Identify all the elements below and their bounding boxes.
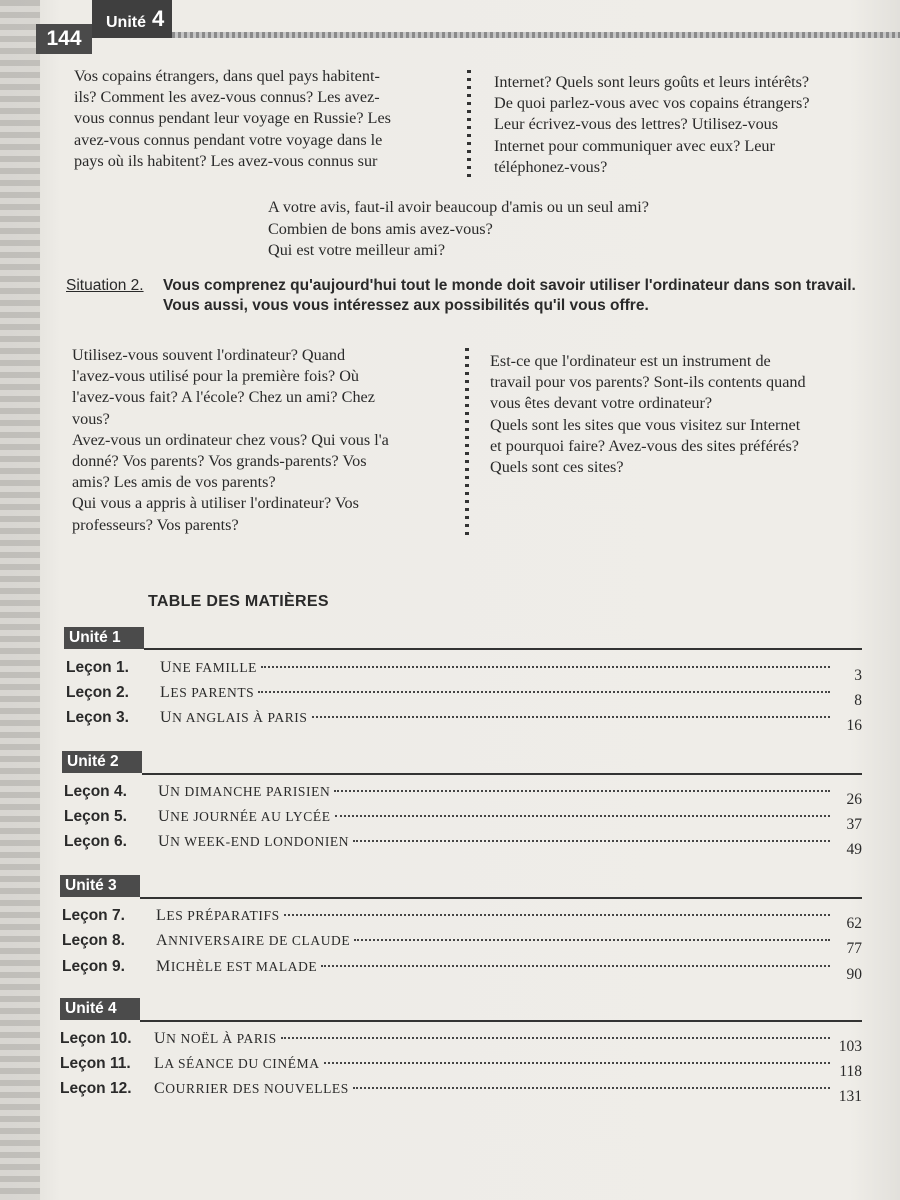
toc-lesson-row: [64, 783, 862, 808]
lesson-page: 49: [846, 841, 862, 858]
lesson-number: Leçon 6.: [64, 833, 127, 850]
lesson-title: COURRIER DES NOUVELLES: [154, 1080, 349, 1097]
text-line: Avez-vous un ordinateur chez vous? Qui vous l'a: [72, 430, 389, 449]
lesson-page: 90: [846, 966, 862, 983]
text-line: vous?: [72, 409, 110, 428]
dot-leader: [335, 815, 830, 817]
text-line: Utilisez-vous souvent l'ordinateur? Quand: [72, 346, 346, 364]
intro-center-questions: [268, 197, 649, 262]
page-edge-texture: [0, 0, 40, 1200]
lesson-number: Leçon 11.: [60, 1055, 131, 1072]
dot-leader: [334, 790, 830, 792]
lesson-page: 26: [846, 791, 862, 808]
text-line: Est-ce que l'ordinateur est un instrument de: [490, 352, 771, 370]
text-line: pays où ils habitent? Les avez-vous connus sur: [74, 151, 378, 170]
lesson-title: UNE FAMILLE: [160, 659, 258, 676]
lesson-page: 37: [846, 816, 862, 833]
lesson-title: ANNIVERSAIRE DE CLAUDE: [156, 932, 351, 949]
toc-lesson-row: [62, 932, 862, 957]
toc-lesson-row: [62, 958, 862, 983]
lesson-title: LES PARENTS: [160, 684, 255, 701]
intro-right-column: [494, 72, 884, 178]
toc-unit-rule: [142, 773, 862, 775]
toc-lesson-row: [66, 709, 862, 734]
situation-left-column: [72, 345, 460, 536]
lesson-number: Leçon 8.: [62, 932, 125, 949]
lesson-page: 16: [846, 717, 862, 734]
dot-leader: [281, 1037, 830, 1039]
toc-lesson-row: [64, 833, 862, 858]
toc-unit-label: Unité 1: [64, 627, 144, 649]
situation-text: Vous comprenez qu'aujourd'hui tout le monde doit savoir utiliser l'ordinateur dans son travail. Vous aussi, vous vous intéressez aux possibilités qu'il vous offre.: [163, 277, 856, 314]
lesson-number: Leçon 7.: [62, 907, 125, 924]
toc-lesson-row: [66, 684, 862, 709]
lesson-number: Leçon 3.: [66, 709, 129, 726]
text-line: Qui vous a appris à utiliser l'ordinateur? Vos: [72, 494, 359, 513]
toc-unit-label: Unité 4: [60, 998, 140, 1020]
lesson-page: 77: [846, 940, 862, 957]
dot-leader: [354, 939, 830, 941]
text-line: Quels sont les sites que vous visitez sur Internet: [490, 415, 801, 434]
lesson-number: Leçon 1.: [66, 659, 129, 676]
text-line: Quels sont ces sites?: [490, 458, 624, 477]
dot-leader: [261, 666, 830, 668]
unit-header-word: Unité: [106, 14, 146, 31]
text-line: donné? Vos parents? Vos grands-parents? Vos: [72, 452, 367, 471]
lesson-page: 8: [854, 692, 862, 709]
lesson-title: UN NOËL À PARIS: [154, 1030, 277, 1047]
lesson-title: UNE JOURNÉE AU LYCÉE: [158, 808, 331, 825]
text-line: travail pour vos parents? Sont-ils contents quand: [490, 373, 806, 392]
text-line: Internet? Quels sont leurs goûts et leurs intérêts?: [494, 73, 810, 91]
page-number: 144: [36, 24, 92, 54]
lesson-number: Leçon 4.: [64, 783, 127, 800]
dot-leader: [324, 1062, 830, 1064]
lesson-title: UN ANGLAIS À PARIS: [160, 709, 308, 726]
text-line: De quoi parlez-vous avec vos copains étrangers?: [494, 94, 810, 113]
lesson-number: Leçon 10.: [60, 1030, 132, 1047]
dot-leader: [321, 965, 830, 967]
toc-lesson-row: [62, 907, 862, 932]
column-divider-dotted: [467, 70, 471, 178]
text-line: amis? Les amis de vos parents?: [72, 473, 276, 492]
lesson-number: Leçon 5.: [64, 808, 127, 825]
toc-lesson-row: [60, 1055, 862, 1080]
text-line: vous connus pendant leur voyage en Russie? Les: [74, 109, 391, 128]
text-line: téléphonez-vous?: [494, 157, 608, 176]
lesson-number: Leçon 9.: [62, 958, 125, 975]
toc-unit-rule: [144, 648, 862, 650]
unit-header-number: 4: [152, 6, 165, 31]
lesson-number: Leçon 12.: [60, 1080, 132, 1097]
lesson-page: 118: [839, 1063, 862, 1080]
toc-unit-label: Unité 3: [60, 875, 140, 897]
lesson-page: 103: [838, 1038, 862, 1055]
lesson-page: 3: [854, 667, 862, 684]
lesson-title: LES PRÉPARATIFS: [156, 907, 280, 924]
dot-leader: [284, 914, 830, 916]
text-line: Vos copains étrangers, dans quel pays habitent-: [74, 67, 380, 85]
lesson-title: UN WEEK-END LONDONIEN: [158, 833, 350, 850]
intro-left-column: [74, 66, 454, 172]
lesson-page: 131: [838, 1088, 862, 1105]
text-line: Qui est votre meilleur ami?: [268, 241, 446, 259]
text-line: Internet pour communiquer avec eux? Leur: [494, 136, 775, 155]
toc-lesson-row: [60, 1030, 862, 1055]
lesson-title: LA SÉANCE DU CINÉMA: [154, 1055, 320, 1072]
toc-unit-label: Unité 2: [62, 751, 142, 773]
text-line: et pourquoi faire? Avez-vous des sites préférés?: [490, 436, 799, 455]
lesson-title: UN DIMANCHE PARISIEN: [158, 783, 331, 800]
column-divider-dotted: [465, 348, 469, 536]
text-line: Leur écrivez-vous des lettres? Utilisez-vous: [494, 115, 779, 134]
dot-leader: [312, 716, 830, 718]
toc-lesson-row: [66, 659, 862, 684]
text-line: professeurs? Vos parents?: [72, 515, 239, 534]
lesson-title: MICHÈLE EST MALADE: [156, 958, 318, 975]
text-line: A votre avis, faut-il avoir beaucoup d'amis ou un seul ami?: [268, 198, 649, 216]
situation-right-column: [490, 351, 880, 478]
text-line: avez-vous connus pendant votre voyage dans le: [74, 130, 383, 149]
text-line: l'avez-vous utilisé pour la première fois? Où: [72, 367, 360, 386]
toc-lesson-row: [64, 808, 862, 833]
situation-label: Situation 2.: [66, 277, 144, 294]
text-line: Combien de bons amis avez-vous?: [268, 219, 493, 238]
toc-title: TABLE DES MATIÈRES: [148, 593, 329, 610]
toc-lesson-row: [60, 1080, 862, 1105]
dot-leader: [258, 691, 830, 693]
text-line: ils? Comment les avez-vous connus? Les avez-: [74, 88, 380, 107]
unit-header-tab: [92, 0, 172, 38]
text-line: vous êtes devant votre ordinateur?: [490, 394, 713, 413]
toc-unit-rule: [140, 1020, 862, 1022]
lesson-number: Leçon 2.: [66, 684, 129, 701]
lesson-page: 62: [846, 915, 862, 932]
header-rule: [172, 32, 900, 38]
dot-leader: [353, 840, 830, 842]
toc-unit-rule: [140, 897, 862, 899]
text-line: l'avez-vous fait? A l'école? Chez un ami? Chez: [72, 388, 375, 407]
dot-leader: [353, 1087, 830, 1089]
